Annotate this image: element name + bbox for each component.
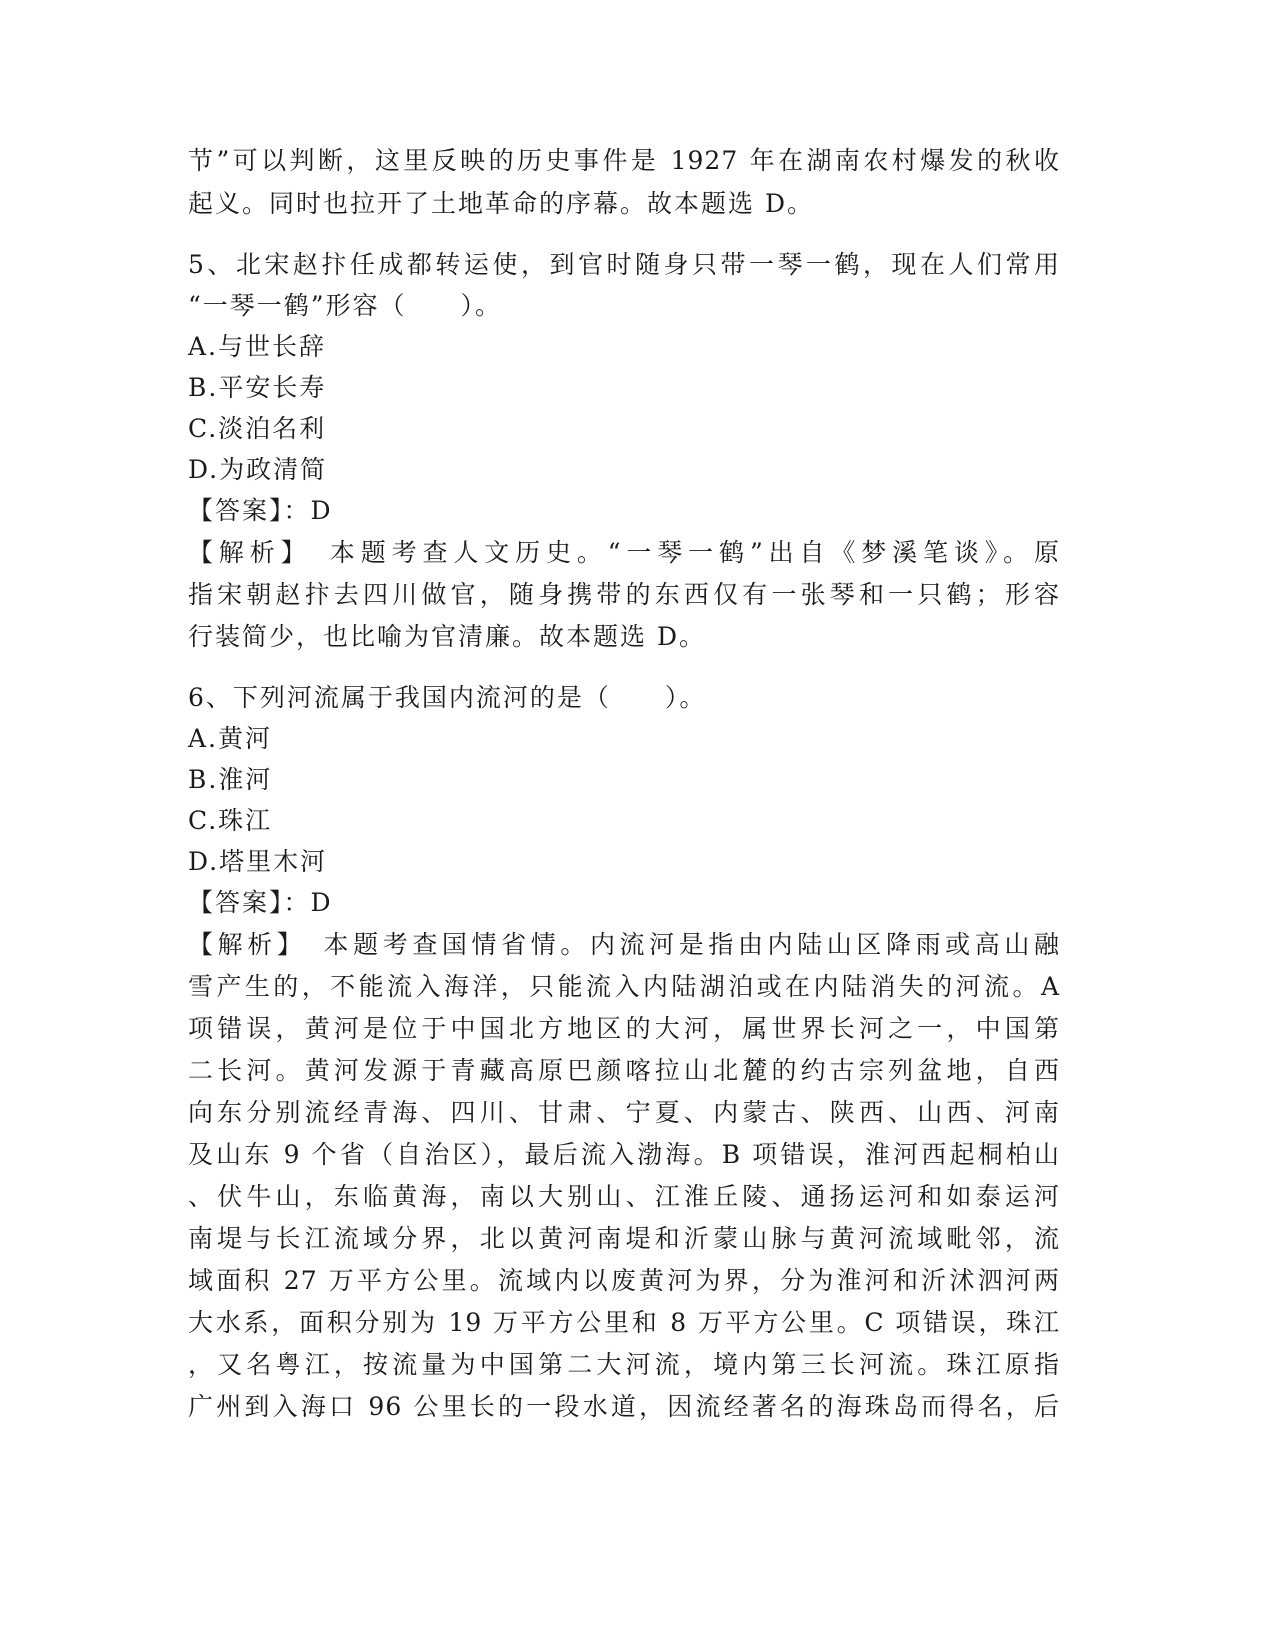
- q5-option-a: A.与世长辞: [188, 332, 327, 361]
- q6-option-c: C.珠江: [188, 806, 273, 835]
- intro-line-1: 节”可以判断，这里反映的历史事件是 1927 年在湖南农村爆发的秋收: [188, 146, 1060, 175]
- q6-analysis-line-9: 域面积 27 万平方公里。流域内以废黄河为界，分为淮河和沂沭泗河两: [188, 1266, 1060, 1295]
- q6-analysis-line-10: 大水系，面积分别为 19 万平方公里和 8 万平方公里。C 项错误，珠江: [188, 1308, 1060, 1337]
- q5-option-d: D.为政清简: [188, 455, 328, 484]
- q6-analysis-line-5: 向东分别流经青海、四川、甘肃、宁夏、内蒙古、陕西、山西、河南: [188, 1098, 1060, 1127]
- q5-answer: 【答案】：D: [188, 496, 333, 525]
- q6-option-a: A.黄河: [188, 724, 273, 753]
- q6-analysis-line-1: 【解析】 本题考查国情省情。内流河是指由内陆山区降雨或高山融: [188, 930, 1060, 959]
- q6-analysis-line-3: 项错误，黄河是位于中国北方地区的大河，属世界长河之一，中国第: [188, 1014, 1060, 1043]
- q5-analysis-line-1: 【解析】 本题考查人文历史。“一琴一鹤”出自《梦溪笔谈》。原: [188, 538, 1060, 567]
- q5-option-c: C.淡泊名利: [188, 414, 327, 443]
- q6-answer: 【答案】：D: [188, 888, 333, 917]
- q5-option-b: B.平安长寿: [188, 373, 327, 402]
- q6-analysis-line-6: 及山东 9 个省（自治区），最后流入渤海。B 项错误，淮河西起桐柏山: [188, 1140, 1060, 1169]
- q6-question-line-1: 6、下列河流属于我国内流河的是（ ）。: [188, 683, 707, 712]
- q6-analysis-line-8: 南堤与长江流域分界，北以黄河南堤和沂蒙山脉与黄河流域毗邻，流: [188, 1224, 1060, 1253]
- q6-analysis-line-12: 广州到入海口 96 公里长的一段水道，因流经著名的海珠岛而得名，后: [188, 1392, 1060, 1421]
- q5-question-line-1: 5、北宋赵抃任成都转运使，到官时随身只带一琴一鹤，现在人们常用: [188, 250, 1060, 279]
- intro-line-2: 起义。同时也拉开了土地革命的序幕。故本题选 D。: [188, 189, 814, 218]
- q6-analysis-line-11: ，又名粤江，按流量为中国第二大河流，境内第三长河流。珠江原指: [188, 1350, 1060, 1379]
- q6-analysis-line-4: 二长河。黄河发源于青藏高原巴颜喀拉山北麓的约古宗列盆地，自西: [188, 1056, 1060, 1085]
- q6-option-b: B.淮河: [188, 765, 273, 794]
- q5-analysis-line-2: 指宋朝赵抃去四川做官，随身携带的东西仅有一张琴和一只鹤；形容: [188, 580, 1060, 609]
- q6-analysis-line-2: 雪产生的，不能流入海洋，只能流入内陆湖泊或在内陆消失的河流。A: [188, 972, 1060, 1001]
- q6-option-d: D.塔里木河: [188, 847, 328, 876]
- q6-analysis-line-7: 、伏牛山，东临黄海，南以大别山、江淮丘陵、通扬运河和如泰运河: [188, 1182, 1060, 1211]
- q5-question-line-2: “一琴一鹤”形容（ ）。: [188, 291, 503, 320]
- q5-analysis-line-3: 行装简少，也比喻为官清廉。故本题选 D。: [188, 622, 706, 651]
